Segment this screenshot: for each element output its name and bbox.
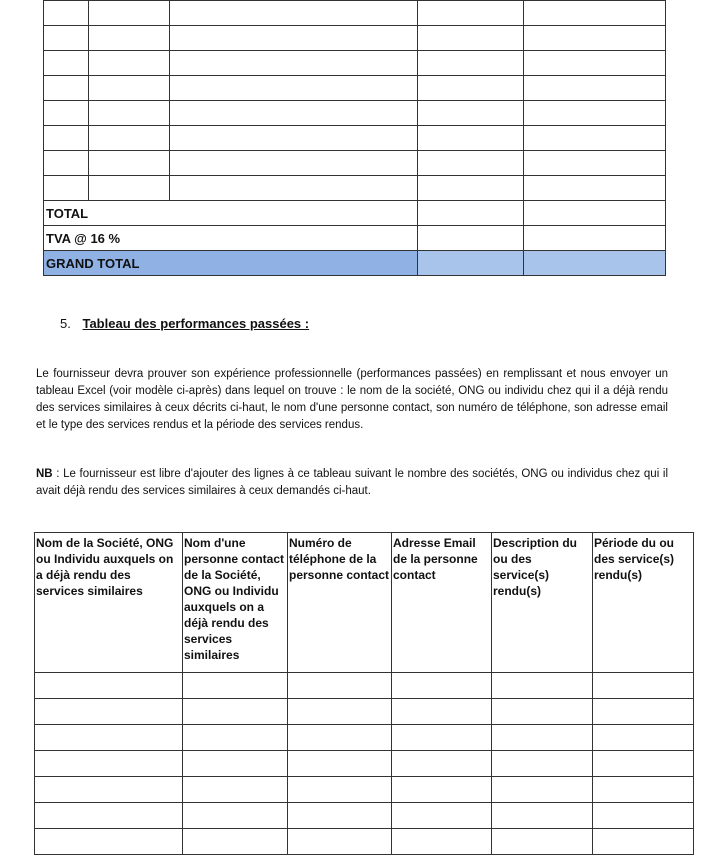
performance-cell xyxy=(288,673,392,699)
price-cell xyxy=(170,101,418,126)
performance-row xyxy=(35,829,694,855)
performance-cell xyxy=(288,777,392,803)
price-cell xyxy=(44,26,89,51)
performance-cell xyxy=(392,751,492,777)
nb-label: NB xyxy=(36,468,53,480)
performance-table xyxy=(34,532,694,855)
performance-cell xyxy=(183,725,288,751)
performance-cell xyxy=(35,777,183,803)
performance-cell xyxy=(593,751,694,777)
price-row xyxy=(44,151,666,176)
performance-cell xyxy=(288,751,392,777)
nb-text: : Le fournisseur est libre d'ajouter des lignes à ce tableau suivant le nombre des sociétés, ONG ou individus chez qui il avait déjà rendu des services similaires à ceux demandés ci-haut. xyxy=(36,468,668,497)
performance-cell xyxy=(288,725,392,751)
header-cell-contact-name: Nom d'une personne contact de la Société, ONG ou Individu auxquels on a déjà rendu des services similaires xyxy=(183,533,288,673)
price-cell xyxy=(418,151,524,176)
header-cell-period: Période du ou des service(s) rendu(s) xyxy=(593,533,694,673)
performance-cell xyxy=(35,803,183,829)
performance-row xyxy=(35,777,694,803)
header-cell-email: Adresse Email de la personne contact xyxy=(392,533,492,673)
price-cell xyxy=(170,76,418,101)
performance-cell xyxy=(492,829,593,855)
grand-total-row-value-cell xyxy=(524,251,666,276)
price-cell xyxy=(170,26,418,51)
performance-cell xyxy=(492,803,593,829)
performance-cell xyxy=(392,803,492,829)
tva-row-value-cell xyxy=(418,226,524,251)
price-cell xyxy=(44,101,89,126)
price-cell xyxy=(44,51,89,76)
tva-row-value-cell xyxy=(524,226,666,251)
price-cell xyxy=(524,176,666,201)
performance-cell xyxy=(392,699,492,725)
price-cell xyxy=(170,51,418,76)
performance-cell xyxy=(288,699,392,725)
performance-cell xyxy=(593,699,694,725)
performance-cell xyxy=(492,673,593,699)
performance-cell xyxy=(593,803,694,829)
performance-cell xyxy=(183,699,288,725)
section-number: 5. xyxy=(60,316,71,331)
performance-cell xyxy=(392,829,492,855)
price-cell xyxy=(524,51,666,76)
price-cell xyxy=(170,176,418,201)
performance-cell xyxy=(593,829,694,855)
price-cell xyxy=(44,76,89,101)
price-cell xyxy=(89,151,170,176)
performance-cell xyxy=(593,725,694,751)
price-cell xyxy=(418,176,524,201)
price-cell xyxy=(89,126,170,151)
price-cell xyxy=(418,126,524,151)
tva-row xyxy=(44,226,666,251)
header-cell-company: Nom de la Société, ONG ou Individu auxquels on a déjà rendu des services similaires xyxy=(35,533,183,673)
performance-cell xyxy=(35,725,183,751)
price-cell xyxy=(524,26,666,51)
section-heading xyxy=(60,316,309,331)
price-row xyxy=(44,51,666,76)
performance-cell xyxy=(35,829,183,855)
grand-total-row-label: GRAND TOTAL xyxy=(44,251,418,276)
price-cell xyxy=(89,26,170,51)
price-cell xyxy=(170,1,418,26)
price-row xyxy=(44,76,666,101)
performance-cell xyxy=(183,673,288,699)
price-cell xyxy=(524,1,666,26)
performance-cell xyxy=(288,829,392,855)
price-cell xyxy=(170,151,418,176)
price-cell xyxy=(524,101,666,126)
intro-paragraph: Le fournisseur devra prouver son expérience professionnelle (performances passées) en remplissant et nous envoyer un tableau Excel (voir modèle ci-après) dans lequel on trouve : le nom de la société, ONG ou individu chez qui il a déjà rendu des services similaires à ceux décrits ci-haut, le nom d'une personne contact, son numéro de téléphone, son adresse email et le type des services rendus et la période des services rendus. xyxy=(36,368,668,431)
performance-cell xyxy=(183,803,288,829)
section-title: Tableau des performances passées : xyxy=(82,316,310,331)
price-cell xyxy=(44,151,89,176)
performance-cell xyxy=(35,699,183,725)
performance-cell xyxy=(35,673,183,699)
performance-cell xyxy=(492,751,593,777)
price-cell xyxy=(418,101,524,126)
performance-header-row xyxy=(35,533,694,673)
price-cell xyxy=(524,76,666,101)
header-cell-description: Description du ou des service(s) rendu(s) xyxy=(492,533,593,673)
total-row-value-cell xyxy=(418,201,524,226)
price-cell xyxy=(524,151,666,176)
tva-row-label: TVA @ 16 % xyxy=(44,226,418,251)
total-row xyxy=(44,201,666,226)
price-row xyxy=(44,101,666,126)
performance-cell xyxy=(183,777,288,803)
performance-cell xyxy=(392,725,492,751)
performance-row xyxy=(35,725,694,751)
price-cell xyxy=(44,1,89,26)
header-cell-phone: Numéro de téléphone de la personne contact xyxy=(288,533,392,673)
price-cell xyxy=(44,176,89,201)
price-cell xyxy=(44,126,89,151)
performance-cell xyxy=(492,777,593,803)
price-cell xyxy=(89,176,170,201)
performance-cell xyxy=(593,777,694,803)
price-row xyxy=(44,26,666,51)
performance-cell xyxy=(392,673,492,699)
price-cell xyxy=(89,51,170,76)
price-cell xyxy=(89,1,170,26)
price-table xyxy=(43,0,666,276)
price-cell xyxy=(89,101,170,126)
performance-row xyxy=(35,803,694,829)
performance-cell xyxy=(593,673,694,699)
performance-cell xyxy=(183,829,288,855)
performance-row xyxy=(35,673,694,699)
performance-cell xyxy=(288,803,392,829)
performance-cell xyxy=(183,751,288,777)
nb-paragraph xyxy=(36,466,668,500)
price-row xyxy=(44,176,666,201)
grand-total-row-value-cell xyxy=(418,251,524,276)
performance-cell xyxy=(492,699,593,725)
price-cell xyxy=(524,126,666,151)
price-cell xyxy=(418,51,524,76)
price-cell xyxy=(89,76,170,101)
total-row-label: TOTAL xyxy=(44,201,418,226)
grand-total-row xyxy=(44,251,666,276)
price-cell xyxy=(418,26,524,51)
performance-row xyxy=(35,751,694,777)
performance-cell xyxy=(35,751,183,777)
performance-cell xyxy=(392,777,492,803)
price-cell xyxy=(170,126,418,151)
price-row xyxy=(44,126,666,151)
total-row-value-cell xyxy=(524,201,666,226)
price-row xyxy=(44,1,666,26)
performance-cell xyxy=(492,725,593,751)
performance-row xyxy=(35,699,694,725)
price-cell xyxy=(418,76,524,101)
price-cell xyxy=(418,1,524,26)
